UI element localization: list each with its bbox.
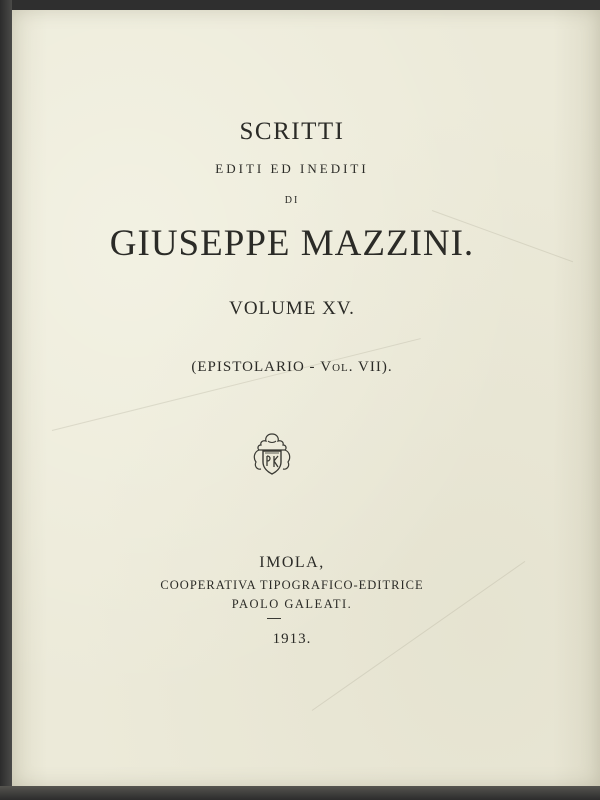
publication-place: IMOLA, (259, 554, 325, 571)
publisher-name: PAOLO GALEATI. (231, 597, 353, 611)
author-name: GIUSEPPE MAZZINI. (109, 223, 475, 264)
series-note-volume: Vol. VII (320, 359, 382, 375)
author-preposition: DI (284, 195, 300, 206)
series-note (12, 359, 572, 376)
publication-year: 1913. (272, 631, 312, 647)
paper-crease (52, 338, 421, 431)
title-page (12, 10, 600, 786)
volume-number: VOLUME XV. (229, 298, 355, 319)
series-note-close: ). (381, 359, 393, 375)
scan-edge-top (0, 0, 600, 10)
book-subtitle: EDITI ED INEDITI (215, 161, 369, 176)
scan-edge-bottom (0, 786, 600, 800)
divider-rule (267, 618, 281, 619)
book-title: SCRITTI (239, 118, 345, 145)
printer-device-icon (248, 430, 296, 478)
publisher: COOPERATIVA TIPOGRAFICO-EDITRICE (160, 578, 424, 592)
scan-edge-left (0, 0, 12, 800)
series-note-open: (EPISTOLARIO - (191, 359, 321, 375)
